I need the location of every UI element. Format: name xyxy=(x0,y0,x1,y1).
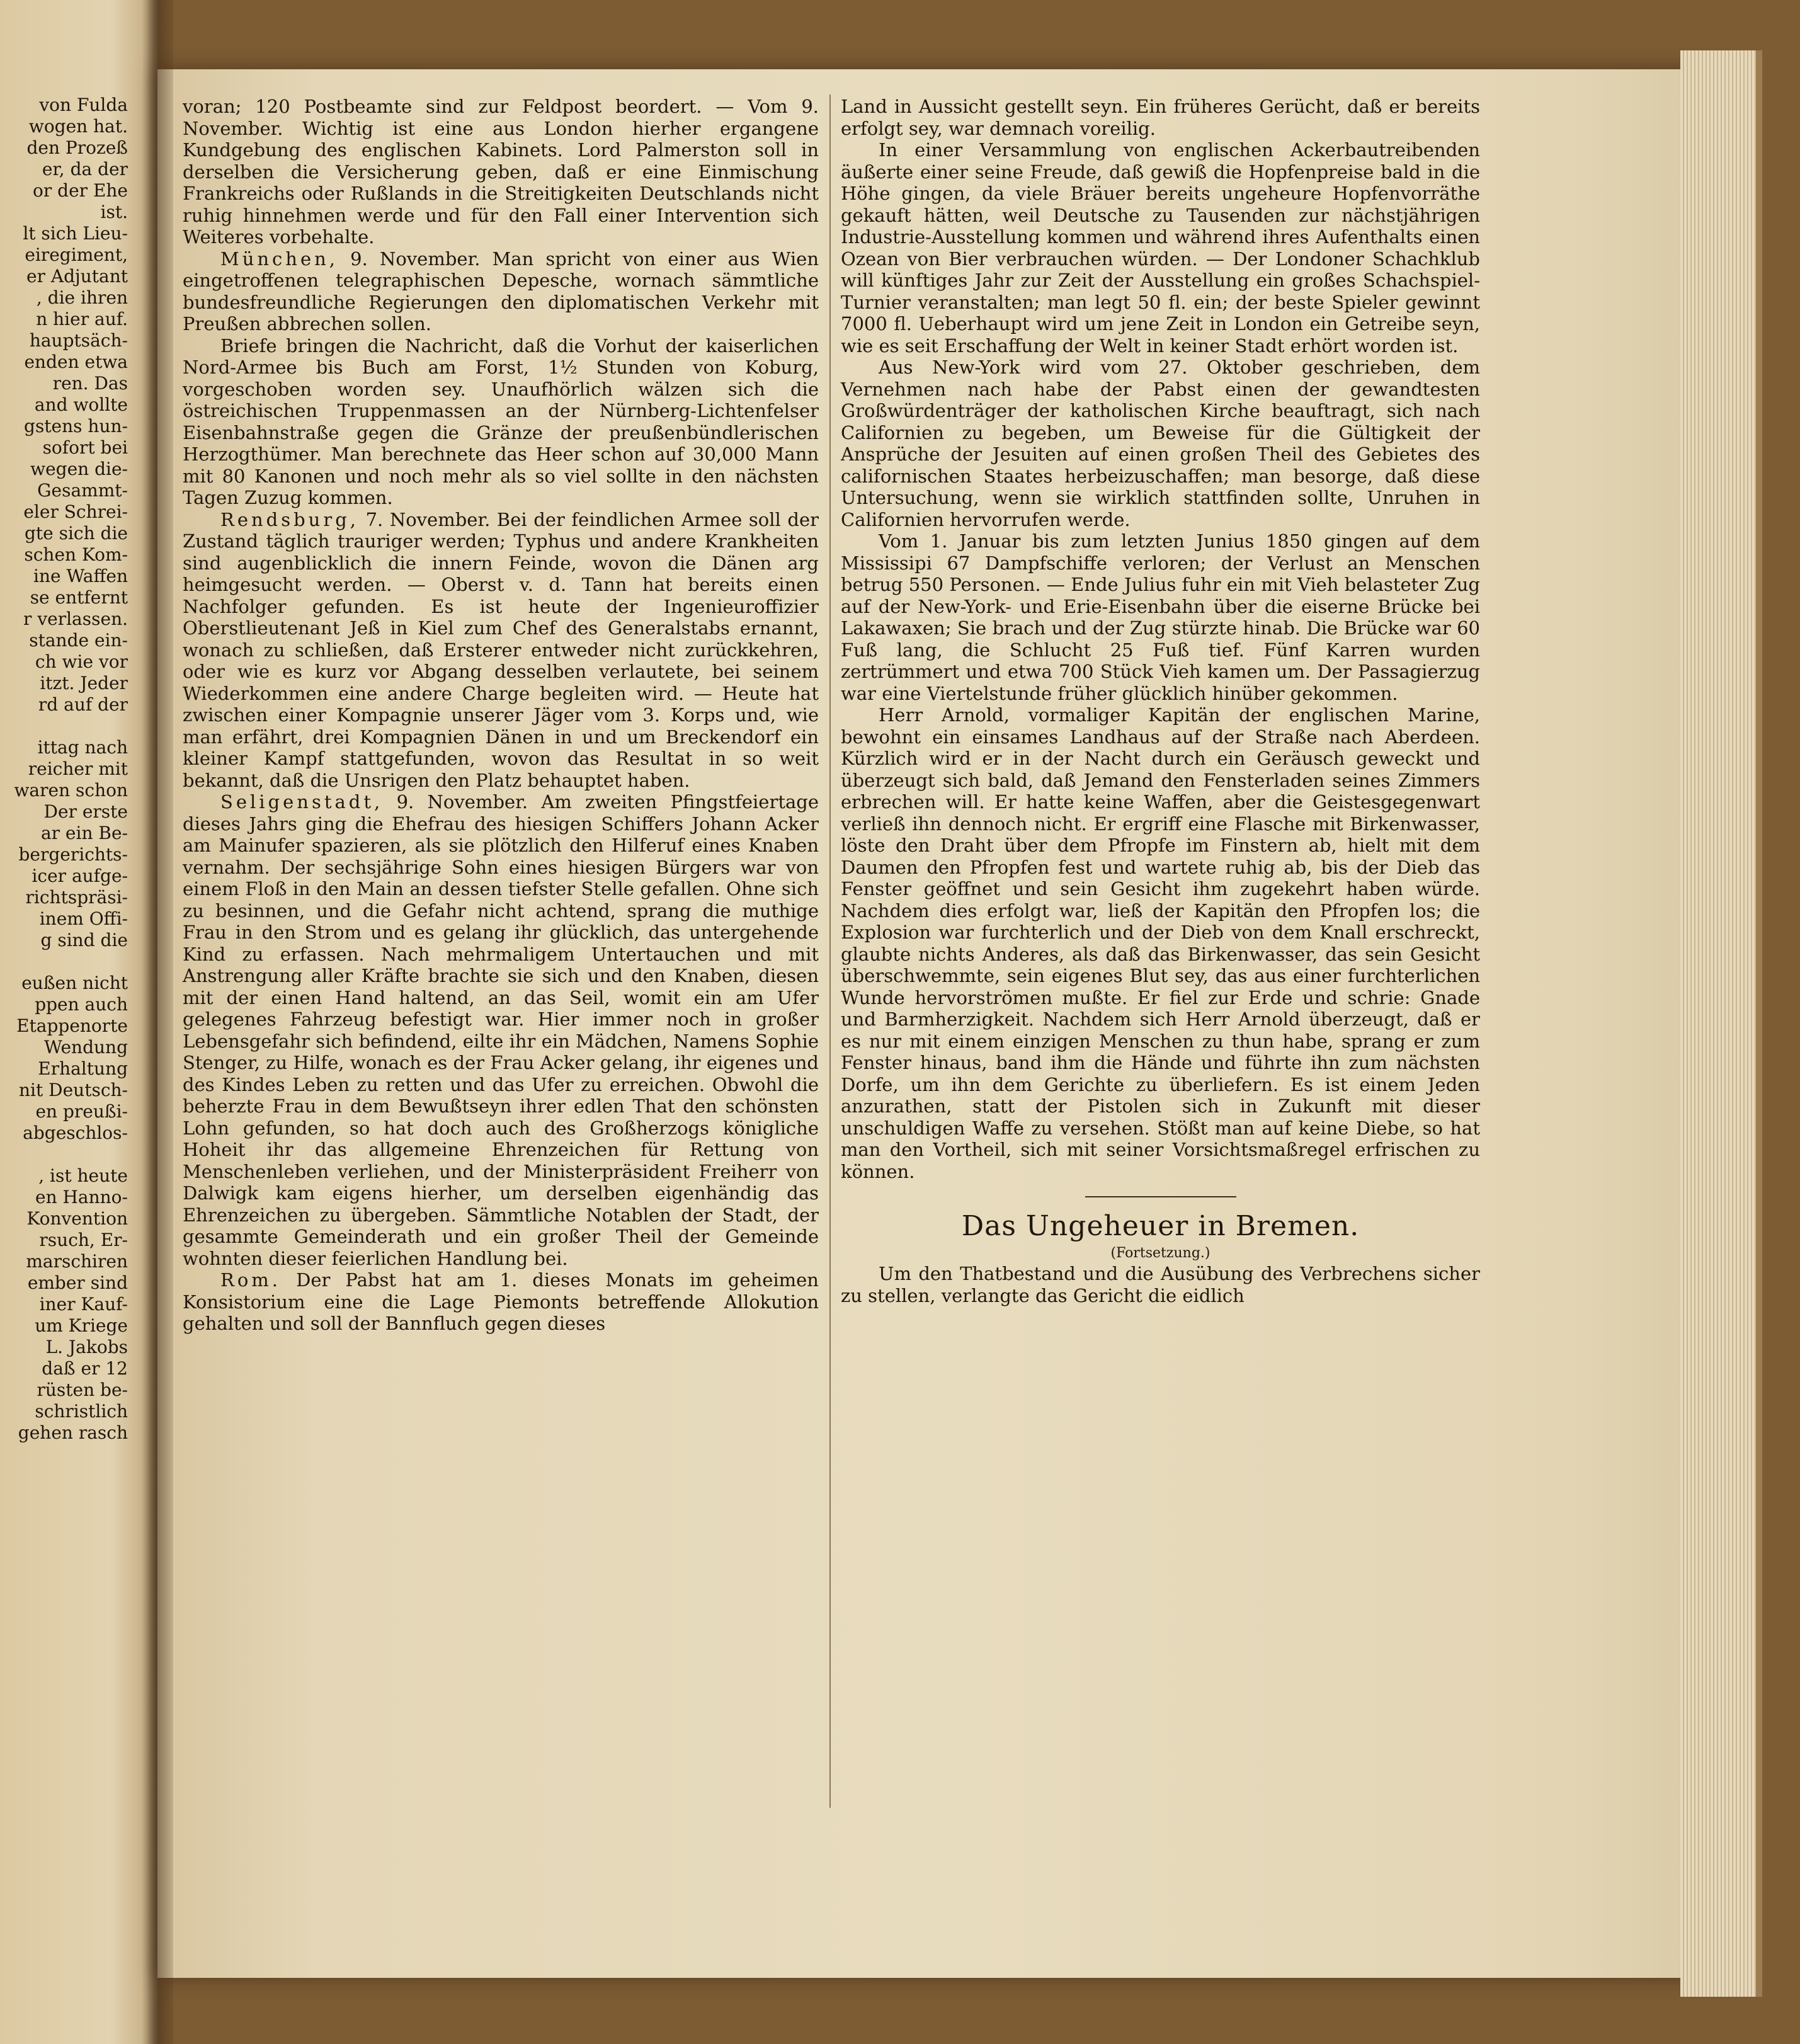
dateline: Seligenstadt, xyxy=(220,791,384,813)
fragment-line: ppen auch xyxy=(35,994,128,1015)
fragment-line: en preußi- xyxy=(35,1101,128,1122)
fragment-line xyxy=(5,716,128,737)
paragraph: Vom 1. Januar bis zum letzten Junius 1850 gingen auf dem Mississipi 67 Dampfschiffe verloren; der Verlust an Menschen betrug 550 Personen. — Ende Julius fuhr ein mit Vieh belasteter Zug auf der New-York- und Erie-Eisenbahn über die eiserne Brücke bei Lakawaxen; Sie brach und der Zug stürzte hinab. Die Brücke war 60 Fuß lang, die Schlucht 25 Fuß tief. Fünf Karren wurden zertrümmert und etwa 700 Stück Vieh kamen um. Der Passagierzug war eine Viertelstunde früher glücklich hinüber gekommen. xyxy=(841,530,1480,704)
paragraph xyxy=(183,509,819,792)
fragment-line xyxy=(5,1144,128,1165)
fragment-line: eiregiment, xyxy=(25,244,128,265)
fragment-line: hauptsäch- xyxy=(29,330,128,351)
paragraph: Land in Aussicht gestellt seyn. Ein früheres Gerücht, daß er bereits erfolgt sey, war demnach voreilig. xyxy=(841,96,1480,139)
fragment-line: se entfernt xyxy=(30,587,128,608)
fragment-line: gstens hun- xyxy=(24,416,128,437)
fragment-line: abgeschlos- xyxy=(23,1122,128,1143)
dateline: Rom. xyxy=(220,1269,282,1291)
fragment-line: den Prozeß xyxy=(26,137,128,158)
paragraph: In einer Versammlung von englischen Ackerbautreibenden äußerte einer seine Freude, daß gewiß die Hopfenpreise bald in die Höhe gingen, da viele Bräuer bereits ungeheure Hopfenvorräthe gekauft hätten, weil Deutsche zu Tausenden zur nächstjährigen Industrie-Ausstellung kommen und während ihres Aufenthalts einen Ozean von Bier verbrauchen würden. — Der Londoner Schachklub will künftiges Jahr zur Zeit der Ausstellung ein großes Schachspiel-Turnier veranstalten; man legt 50 fl. ein; der beste Spieler gewinnt 7000 fl. Ueberhaupt wird um jene Zeit in London ein Getreibe seyn, wie es seit Erschaffung der Welt in keiner Stadt erhört worden ist. xyxy=(841,139,1480,357)
column-right xyxy=(841,96,1480,1306)
facing-page-column xyxy=(5,94,128,1444)
fragment-line xyxy=(5,951,128,973)
fragment-line: wogen hat. xyxy=(28,116,128,137)
fragment-line: eußen nicht xyxy=(21,973,128,993)
fragment-line: iner Kauf- xyxy=(39,1294,128,1315)
fragment-line: inem Offi- xyxy=(39,908,128,929)
fragment-line: ittag nach xyxy=(37,737,128,758)
paragraph-text: 7. November. Bei der feindlichen Armee soll der Zustand täglich trauriger werden; Typhus und andere Krankheiten sind augenblicklich die innern Feinde, wovon die Dänen arg heimgesucht werden. — Oberst v. d. Tann hat bereits einen Nachfolger gefunden. Es ist heute der Ingenieuroffizier Oberstlieutenant Jeß in Kiel zum Chef des Generalstabs ernannt, wonach zu schließen, daß Ersterer entweder nicht zurückkehren, oder wie es kurz vor Abgang desselben verlautete, bei seinem Wiederkommen eine andere Charge begleiten wird. — Heute hat zwischen einer Kompagnie unserer Jäger vom 3. Korps und, wie man erfährt, drei Kompagnien Dänen in und um Breckendorf ein kleiner Kampf stattgefunden, wovon das Resultat in so weit bekannt, daß die Unsrigen den Platz behauptet haben. xyxy=(183,508,819,791)
fragment-line: wegen die- xyxy=(30,459,128,479)
fragment-line: stande ein- xyxy=(29,630,128,651)
story-title: Das Ungeheuer in Bremen. xyxy=(961,1210,1360,1242)
paragraph: voran; 120 Postbeamte sind zur Feldpost beordert. — Vom 9. November. Wichtig ist eine aus London hierher ergangene Kundgebung des englischen Kabinets. Lord Palmerston soll in derselben die Versicherung geben, daß er eine Einmischung Frankreichs oder Rußlands in die Streitigkeiten Deutschlands nicht ruhig hinnehmen werde und für den Fall einer Intervention sich Weiteres vorbehalte. xyxy=(183,96,819,248)
paragraph-text: 9. November. Am zweiten Pfingstfeiertage dieses Jahrs ging die Ehefrau des hiesigen Schiffers Johann Acker am Mainufer spazieren, als sie plötzlich den Hilferuf eines Knaben vernahm. Der sechsjährige Sohn eines hiesigen Bürgers war von einem Floß in den Main an dessen tiefster Stelle gefallen. Ohne sich zu besinnen, und die Gefahr nicht achtend, sprang die muthige Frau in den Strom und es gelang ihr glücklich, das untergehende Kind zu erfassen. Nach mehrmaligem Untertauchen und mit Anstrengung aller Kräfte brachte sie sich und den Knaben, diesen mit der einen Hand haltend, an das Seil, womit ein am Ufer gelegenes Fahrzeug befestigt war. Hier immer noch in großer Lebensgefahr sich befindend, eilte ihr ein Mädchen, Namens Sophie Stenger, zu Hilfe, wonach es der Frau Acker gelang, ihr eigenes und des Kindes Leben zu retten und das Ufer zu erreichen. Obwohl die beherzte Frau in dem Bewußtseyn ihrer edlen That den schönsten Lohn gefunden, so hat doch auch des Großherzogs königliche Hoheit ihr das allgemeine Ehrenzeichen für Rettung von Menschenleben verliehen, und der Ministerpräsident Freiherr von Dalwigk kam eigens hierher, um derselben eigenhändig das Ehrenzeichen zu übergeben. Sämmtliche Notablen der Stadt, der gesammte Gemeinderath und ein großer Theil der Gemeinde wohnten dieser feierlichen Handlung bei. xyxy=(183,791,819,1269)
paragraph: Aus New-York wird vom 27. Oktober geschrieben, dem Vernehmen nach habe der Pabst einen der gewandtesten Großwürdenträger der katholischen Kirche beauftragt, sich nach Californien zu begeben, um Beweise für die Gültigkeit der Ansprüche der Jesuiten auf einen großen Theil des Gebietes des californischen Staates herbeizuschaffen; man besorge, daß diese Untersuchung, wenn sie wirklich stattfinden sollte, Unruhen in Californien hervorrufen werde. xyxy=(841,357,1480,530)
fragment-line: waren schon xyxy=(14,780,128,801)
paragraph xyxy=(183,791,819,1269)
paragraph-text: Der Pabst hat am 1. dieses Monats im geheimen Konsistorium eine die Lage Piemonts betreffende Allokution gehalten und soll der Bannfluch gegen dieses xyxy=(183,1269,819,1334)
fragment-line: enden etwa xyxy=(24,351,128,372)
fragment-line: er Adjutant xyxy=(26,266,128,287)
column-middle xyxy=(183,96,819,1335)
fragment-line: rd auf der xyxy=(38,694,128,715)
fragment-line: sofort bei xyxy=(42,437,128,458)
fragment-line: schen Kom- xyxy=(24,544,128,565)
fragment-line: Etappenorte xyxy=(16,1015,128,1036)
fragment-line: ine Waffen xyxy=(33,566,128,586)
paragraph-text: 9. November. Man spricht von einer aus Wien eingetroffenen telegraphischen Depesche, wornach sämmtliche bundesfreundliche Regierungen den diplomatischen Verkehr mit Preußen abbrechen sollen. xyxy=(183,248,819,334)
fragment-line: marschiren xyxy=(26,1251,128,1272)
fragment-line: er, da der xyxy=(42,159,128,180)
fragment-line: bergerichts- xyxy=(18,844,128,865)
fragment-line: rsuch, Er- xyxy=(39,1230,128,1250)
dateline: Rendsburg, xyxy=(220,508,360,530)
fragment-line: , ist heute xyxy=(38,1165,128,1186)
fragment-line: richtspräsi- xyxy=(25,887,128,908)
fragment-line: ar ein Be- xyxy=(40,823,128,843)
fragment-line: Konvention xyxy=(26,1208,128,1229)
paragraph: Briefe bringen die Nachricht, daß die Vorhut der kaiserlichen Nord-Armee bis Buch am Forst, 1½ Stunden von Koburg, vorgeschoben worden sey. Unaufhörlich wälzen sich die östreichischen Truppenmassen an der Nürnberg-Lichtenfelser Eisenbahnstraße gegen die Gränze der preußenbündlerischen Herzogthümer. Man berechnete das Heer schon auf 30,000 Mann mit 80 Kanonen und noch mehr als so viel sollte in den nächsten Tagen Zuzug kommen. xyxy=(183,334,819,508)
fragment-line: itzt. Jeder xyxy=(40,673,128,694)
fragment-line: ch wie vor xyxy=(35,651,128,672)
fragment-line: r verlassen. xyxy=(23,608,128,629)
dateline: München, xyxy=(220,248,339,270)
fragment-line: n hier auf. xyxy=(36,309,128,329)
fragment-line: lt sich Lieu- xyxy=(23,223,128,244)
fragment-line: eler Schrei- xyxy=(23,501,128,522)
column-divider xyxy=(829,94,831,1808)
fragment-line: ist. xyxy=(100,202,128,222)
fragment-line: , die ihren xyxy=(36,287,128,308)
fragment-line: reicher mit xyxy=(28,758,128,779)
fragment-line: rüsten be- xyxy=(37,1379,128,1400)
page-stack-edge xyxy=(1680,50,1762,1997)
fragment-line: icer aufge- xyxy=(31,865,128,886)
paragraph: Herr Arnold, vormaliger Kapitän der englischen Marine, bewohnt ein einsames Landhaus auf der Straße nach Aberdeen. Kürzlich wird er in der Nacht durch ein Geräusch geweckt und überzeugt sich bald, daß Jemand den Fensterladen seines Zimmers erbrechen will. Er hatte keine Waffen, aber die Geistesgegenwart verließ ihn dennoch nicht. Er ergriff eine Flasche mit Birkenwasser, löste den Draht über dem Pfropfe im Finstern ab, hielt mit dem Daumen den Pfropfen fest und wartete ruhig ab, bis der Dieb das Fenster geöffnet und sein Gesicht ihm zugekehrt haben würde. Nachdem dies erfolgt war, ließ der Kapitän den Pfropfen los; die Explosion war furchterlich und der Dieb von dem Knall erschreckt, glaubte nichts Anderes, als daß das Birkenwasser, das sein Gesicht überschwemmte, sein eigenes Blut sey, das aus einer furchterlichen Wunde hervorströmen mußte. Er fiel zur Erde und schrie: Gnade und Barmherzigkeit. Nachdem sich Herr Arnold überzeugt, daß er es nur mit einem einzigen Menschen zu thun habe, sprang er zum Fenster hinaus, band ihm die Hände und führte ihn zum nächsten Dorfe, um ihn dem Gerichte zu überliefern. Es ist einem Jeden anzurathen, statt der Pistolen sich in Zukunft mit dieser unschuldigen Waffe zu versehen. Stößt man auf keine Diebe, so hat man den Vortheil, sich mit seiner Vorsichtsmaßregel erfrischen zu können. xyxy=(841,704,1480,1182)
fragment-line: ember sind xyxy=(27,1272,128,1293)
fragment-line: or der Ehe xyxy=(33,180,128,201)
paragraph xyxy=(183,1269,819,1335)
story-subtitle: (Fortsetzung.) xyxy=(1110,1245,1210,1261)
fragment-line: um Kriege xyxy=(35,1315,128,1336)
fragment-line: and wollte xyxy=(34,394,128,415)
fragment-line: Gesammt- xyxy=(37,480,128,501)
paragraph: Um den Thatbestand und die Ausübung des Verbrechens sicher zu stellen, verlangte das Gericht die eidlich xyxy=(841,1263,1480,1306)
fragment-line: gte sich die xyxy=(24,523,128,544)
paragraph xyxy=(183,248,819,335)
fragment-line: ren. Das xyxy=(52,373,128,394)
fragment-line: schristlich xyxy=(35,1401,128,1422)
fragment-line: von Fulda xyxy=(39,94,128,115)
fragment-line: L. Jakobs xyxy=(45,1337,128,1357)
fragment-line: Erhaltung xyxy=(38,1058,128,1079)
fragment-line: en Hanno- xyxy=(35,1187,128,1208)
fragment-line: g sind die xyxy=(40,930,128,951)
fragment-line: Wendung xyxy=(43,1037,128,1058)
section-divider xyxy=(1085,1196,1236,1197)
fragment-line: gehen rasch xyxy=(18,1422,128,1443)
fragment-line: daß er 12 xyxy=(42,1358,128,1379)
fragment-line: nit Deutsch- xyxy=(19,1080,128,1100)
binding-gutter xyxy=(142,0,173,2044)
fragment-line: Der erste xyxy=(43,801,128,822)
